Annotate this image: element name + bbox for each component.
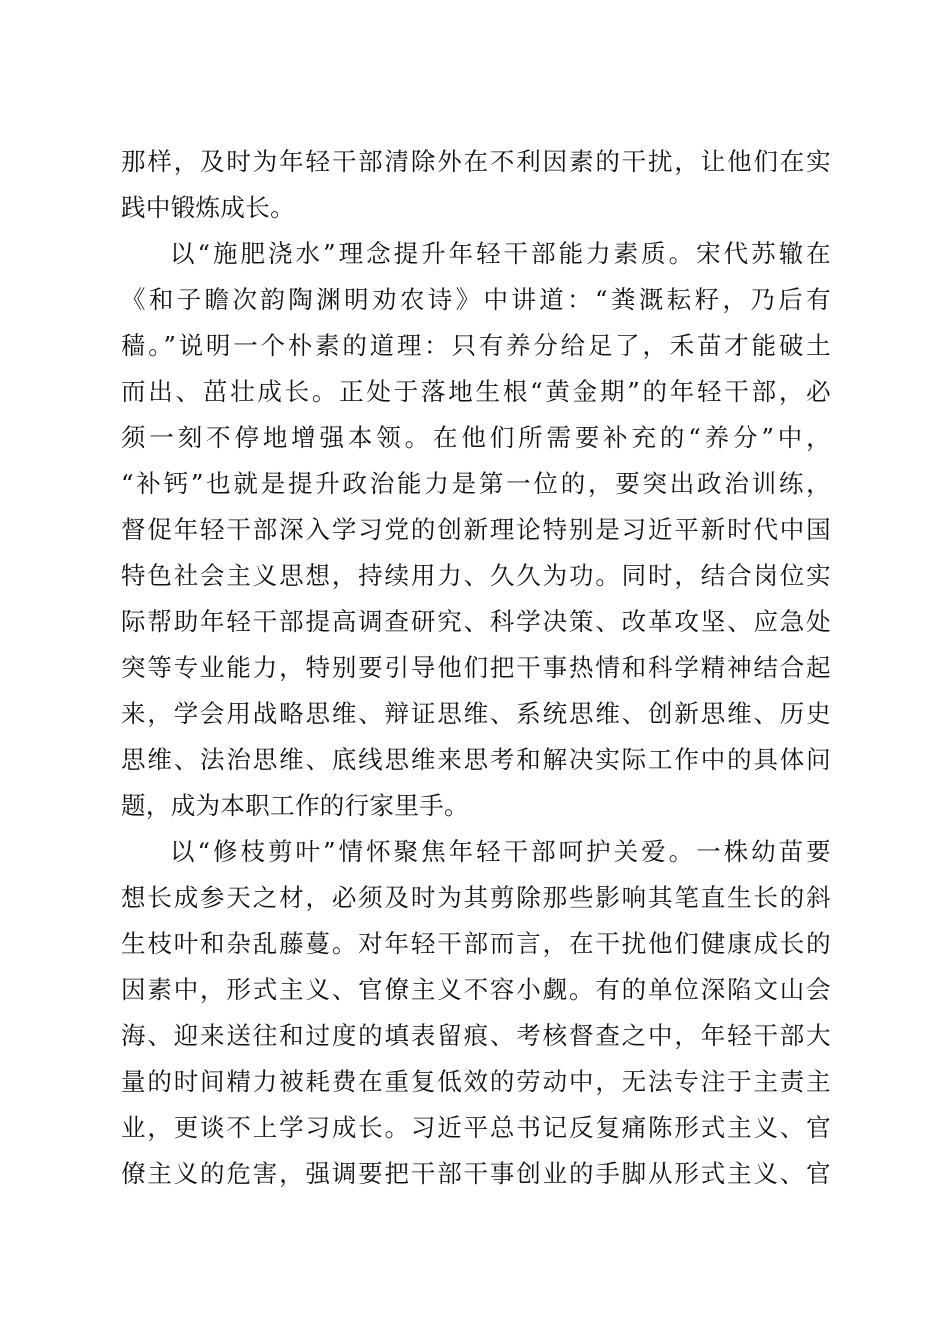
- text-line: 来，学会用战略思维、辩证思维、系统思维、创新思维、历史: [121, 699, 831, 728]
- text-line: 《和子瞻次韵陶渊明劝农诗》中讲道：“粪溉耘籽，乃后有: [121, 285, 831, 314]
- text-line: 穑。”说明一个朴素的道理：只有养分给足了，禾苗才能破土: [121, 331, 831, 360]
- body-text: [121, 139, 831, 1197]
- paragraph-start-line: 以“施肥浇水”理念提升年轻干部能力素质。宋代苏辙在: [170, 239, 831, 268]
- text-line: 僚主义的危害，强调要把干部干事创业的手脚从形式主义、官: [121, 1159, 831, 1188]
- text-line: 那样，及时为年轻干部清除外在不利因素的干扰，让他们在实: [121, 147, 831, 176]
- text-line: 因素中，形式主义、官僚主义不容小觑。有的单位深陷文山会: [121, 975, 831, 1004]
- text-line: 业，更谈不上学习成长。习近平总书记反复痛陈形式主义、官: [121, 1113, 831, 1142]
- text-line: “补钙”也就是提升政治能力是第一位的，要突出政治训练，: [121, 469, 831, 498]
- text-line: 生枝叶和杂乱藤蔓。对年轻干部而言，在干扰他们健康成长的: [121, 929, 831, 958]
- text-line: 督促年轻干部深入学习党的创新理论特别是习近平新时代中国: [121, 515, 831, 544]
- text-line: 须一刻不停地增强本领。在他们所需要补充的“养分”中，: [121, 423, 831, 452]
- text-line: 而出、茁壮成长。正处于落地生根“黄金期”的年轻干部，必: [121, 377, 831, 406]
- text-line: 量的时间精力被耗费在重复低效的劳动中，无法专注于主责主: [121, 1067, 831, 1096]
- text-line: 突等专业能力，特别要引导他们把干事热情和科学精神结合起: [121, 653, 831, 682]
- text-line: 题，成为本职工作的行家里手。: [121, 791, 469, 820]
- text-line: 思维、法治思维、底线思维来思考和解决实际工作中的具体问: [121, 745, 831, 774]
- text-line: 海、迎来送往和过度的填表留痕、考核督查之中，年轻干部大: [121, 1021, 831, 1050]
- text-line: 特色社会主义思想，持续用力、久久为功。同时，结合岗位实: [121, 561, 831, 590]
- text-line: 际帮助年轻干部提高调查研究、科学决策、改革攻坚、应急处: [121, 607, 831, 636]
- text-line: 想长成参天之材，必须及时为其剪除那些影响其笔直生长的斜: [121, 883, 831, 912]
- paragraph-start-line: 以“修枝剪叶”情怀聚焦年轻干部呵护关爱。一株幼苗要: [170, 837, 831, 866]
- text-line: 践中锻炼成长。: [121, 193, 295, 222]
